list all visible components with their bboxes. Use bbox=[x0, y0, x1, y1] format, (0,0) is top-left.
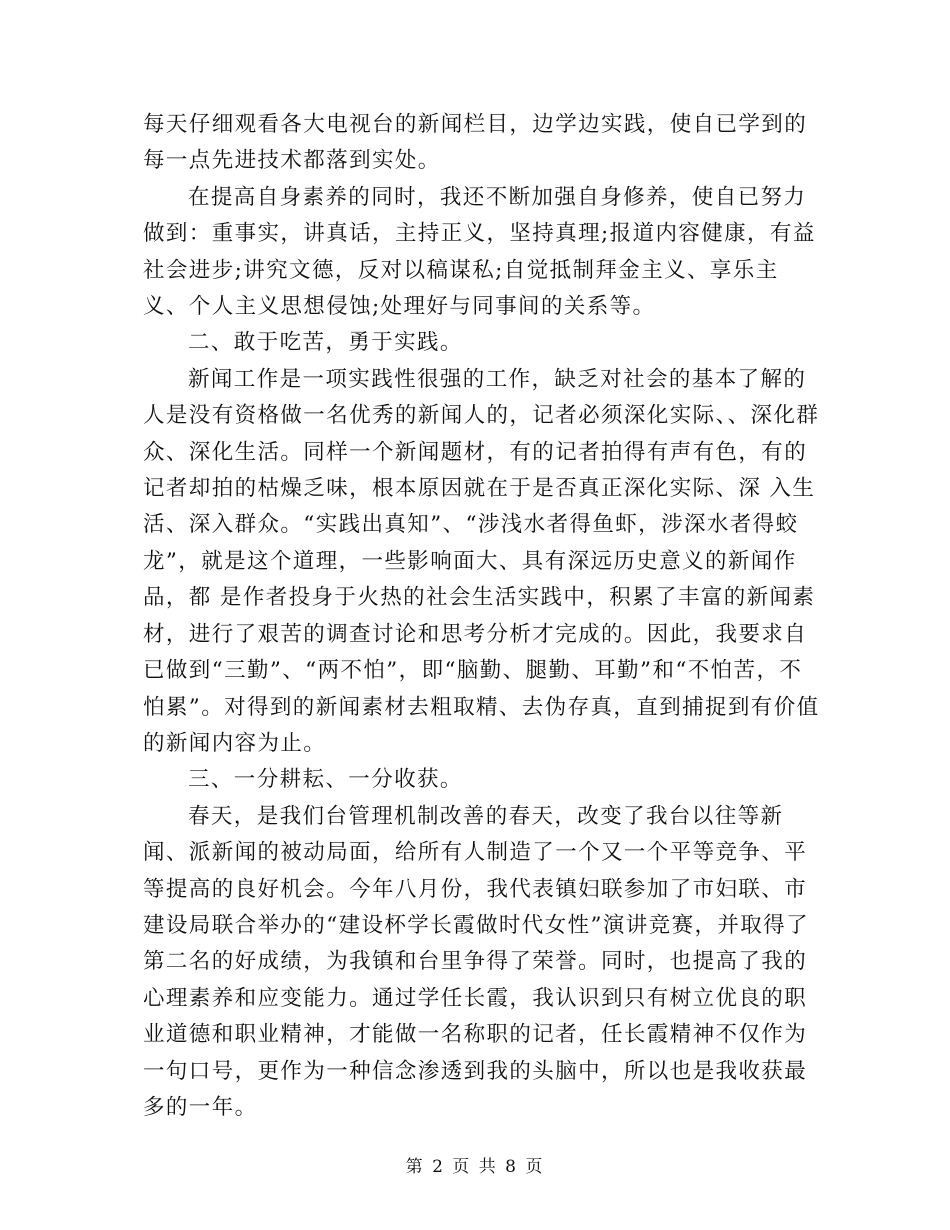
paragraph-continuation: 每天仔细观看各大电视台的新闻栏目，边学边实践，使自已学到的每一点先进技术都落到实处。 bbox=[143, 112, 808, 174]
paragraph-harvest: 春天，是我们台管理机制改善的春天，改变了我台以往等新闻、派新闻的被动局面，给所有人制造了一个又一个平等竞争、平等提高的良好机会。今年八月份，我代表镇妇联参加了市妇联、市建设局联合举办的“建设杯学长霞做时代女性”演讲竞赛，并取得了第二名的好成绩，为我镇和台里争得了荣誉。同时，也提高了我的心理素养和应变能力。通过学任长霞，我认识到只有树立优良的职业道德和职业精神，才能做一名称职的记者，任长霞精神不仅作为一句口号，更作为一种信念渗透到我的头脑中，所以也是我收获最多的一年。 bbox=[143, 803, 809, 1120]
paragraph-self-cultivation: 在提高自身素养的同时，我还不断加强自身修养，使自已努力做到：重事实，讲真话，主持正义，坚持真理;报道内容健康，有益社会进步;讲究文德，反对以稿谋私;自觉抵制拜金主义、享乐主义、个人主义思想侵蚀;处理好与同事间的关系等。 bbox=[143, 184, 816, 320]
paragraph-practice: 新闻工作是一项实践性很强的工作，缺乏对社会的基本了解的人是没有资格做一名优秀的新闻人的，记者必须深化实际、、深化群众、深化生活。同样一个新闻题材，有的记者拍得有声有色，有的记者却拍的枯燥乏味，根本原因就在于是否真正深化实际、深 入生活、深入群众。“实践出真知”、“涉浅水者得鱼虾，涉深水者得蛟龙”，就是这个道理，一些影响面大、具有深远历史意义的新闻作品，都 是作者投身于火热的社会生活实践中，积累了丰富的新闻素材，进行了艰苦的调查讨论和思考分析才完成的。因此，我要求自已做到“三勤”、“两不怕”，即“脑勤、腿勤、耳勤”和“不怕苦，不怕累”。对得到的新闻素材去粗取精、去伪存真，直到捕捉到有价值的新闻内容为止。 bbox=[143, 366, 820, 756]
section-heading-3: 三、一分耕耘、一分收获。 bbox=[188, 767, 463, 793]
document-body bbox=[143, 107, 823, 1126]
page-number-footer: 第 2 页 共 8 页 bbox=[405, 1157, 545, 1177]
section-heading-2: 二、敢于吃苦，勇于实践。 bbox=[188, 330, 463, 356]
